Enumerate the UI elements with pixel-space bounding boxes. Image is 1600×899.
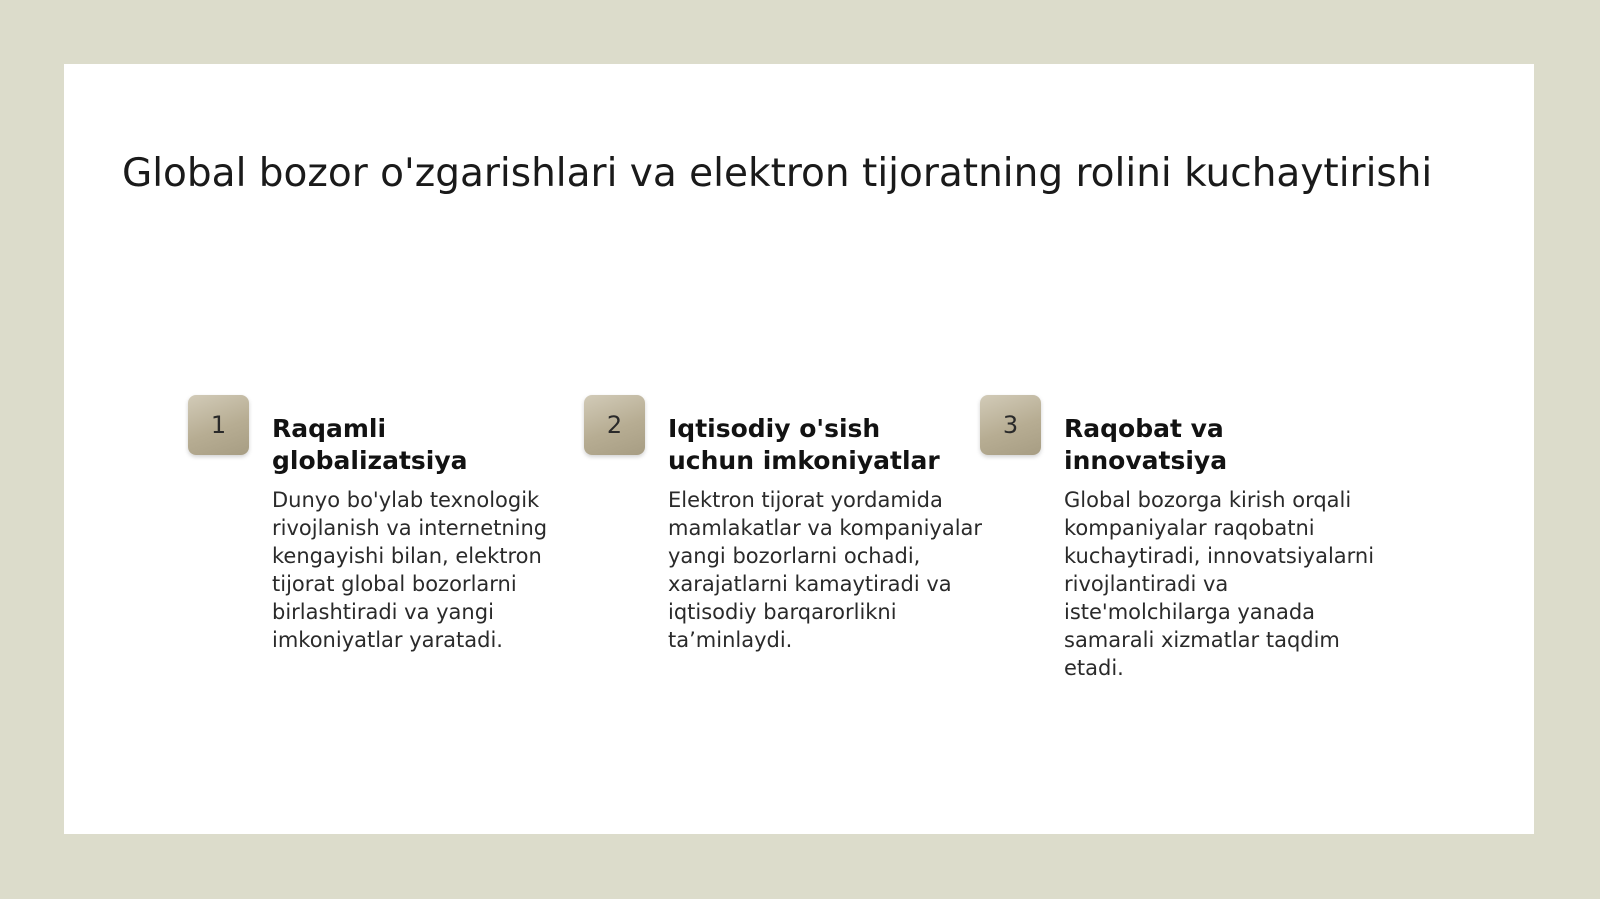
step-number-badge: 2 <box>584 395 645 455</box>
step-number-badge: 3 <box>980 395 1041 455</box>
slide <box>64 64 1534 834</box>
step-heading: Iqtisodiy o'sish uchun imkoniyatlar <box>668 414 940 475</box>
step-description: Dunyo bo'ylab texnologik rivojlanish va internetning kengayishi bilan, elektron tijorat global bozorlarni birlashtiradi va yangi imkoniyatlar yaratadi. <box>272 488 548 652</box>
page-title: Global bozor o'zgarishlari va elektron tijoratning rolini kuchaytirishi <box>122 151 1433 196</box>
step-description: Elektron tijorat yordamida mamlakatlar va kompaniyalar yangi bozorlarni ochadi, xarajatlarni kamaytiradi va iqtisodiy barqarorlikni ta’minlaydi. <box>668 488 983 652</box>
step-heading: Raqobat va innovatsiya <box>1064 414 1228 475</box>
step-number-badge: 1 <box>188 395 249 455</box>
step-description: Global bozorga kirish orqali kompaniyalar raqobatni kuchaytiradi, innovatsiyalarni rivojlantiradi va iste'molchilarga yanada samarali xizmatlar taqdim etadi. <box>1064 488 1375 680</box>
step-heading: Raqamli globalizatsiya <box>272 414 468 475</box>
